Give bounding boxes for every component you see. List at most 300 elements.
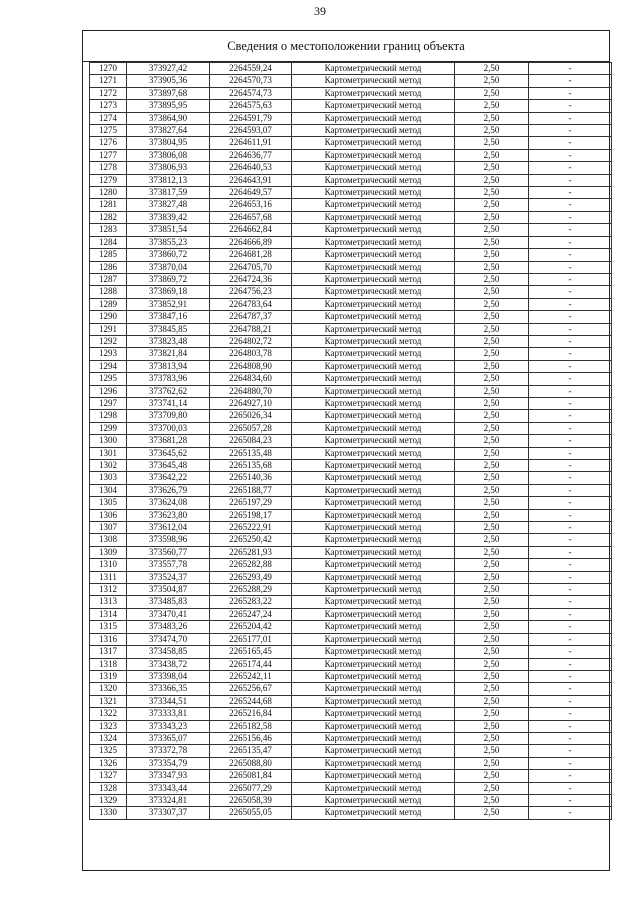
description-cell: - — [529, 484, 612, 496]
y-coordinate-cell: 2264724,36 — [210, 273, 292, 285]
point-number-cell: 1288 — [90, 286, 127, 298]
table-row — [90, 732, 612, 744]
point-number-cell: 1306 — [90, 509, 127, 521]
y-coordinate-cell: 2265135,68 — [210, 460, 292, 472]
y-coordinate-cell: 2264574,73 — [210, 87, 292, 99]
method-cell: Картометрический метод — [292, 757, 455, 769]
precision-cell: 2,50 — [455, 608, 529, 620]
y-coordinate-cell: 2264808,90 — [210, 360, 292, 372]
table-row — [90, 360, 612, 372]
point-number-cell: 1291 — [90, 323, 127, 335]
precision-cell: 2,50 — [455, 261, 529, 273]
x-coordinate-cell: 373895,95 — [127, 100, 210, 112]
table-row — [90, 608, 612, 620]
y-coordinate-cell: 2265283,22 — [210, 596, 292, 608]
y-coordinate-cell: 2265282,88 — [210, 559, 292, 571]
description-cell: - — [529, 174, 612, 186]
description-cell: - — [529, 497, 612, 509]
x-coordinate-cell: 373438,72 — [127, 658, 210, 670]
point-number-cell: 1324 — [90, 732, 127, 744]
y-coordinate-cell: 2264611,91 — [210, 137, 292, 149]
precision-cell: 2,50 — [455, 683, 529, 695]
point-number-cell: 1294 — [90, 360, 127, 372]
description-cell: - — [529, 472, 612, 484]
table-row — [90, 621, 612, 633]
method-cell: Картометрический метод — [292, 745, 455, 757]
description-cell: - — [529, 670, 612, 682]
precision-cell: 2,50 — [455, 745, 529, 757]
method-cell: Картометрический метод — [292, 149, 455, 161]
y-coordinate-cell: 2265156,46 — [210, 732, 292, 744]
x-coordinate-cell: 373700,03 — [127, 422, 210, 434]
table-row — [90, 224, 612, 236]
description-cell: - — [529, 460, 612, 472]
y-coordinate-cell: 2265216,84 — [210, 708, 292, 720]
precision-cell: 2,50 — [455, 323, 529, 335]
x-coordinate-cell: 373598,96 — [127, 534, 210, 546]
point-number-cell: 1289 — [90, 298, 127, 310]
method-cell: Картометрический метод — [292, 174, 455, 186]
y-coordinate-cell: 2265135,47 — [210, 745, 292, 757]
method-cell: Картометрический метод — [292, 509, 455, 521]
description-cell: - — [529, 199, 612, 211]
table-row — [90, 670, 612, 682]
description-cell: - — [529, 546, 612, 558]
precision-cell: 2,50 — [455, 757, 529, 769]
point-number-cell: 1287 — [90, 273, 127, 285]
description-cell: - — [529, 571, 612, 583]
point-number-cell: 1318 — [90, 658, 127, 670]
y-coordinate-cell: 2265140,36 — [210, 472, 292, 484]
table-row — [90, 261, 612, 273]
table-row — [90, 646, 612, 658]
x-coordinate-cell: 373897,68 — [127, 87, 210, 99]
description-cell: - — [529, 311, 612, 323]
method-cell: Картометрический метод — [292, 75, 455, 87]
point-number-cell: 1272 — [90, 87, 127, 99]
table-row — [90, 770, 612, 782]
table-row — [90, 422, 612, 434]
y-coordinate-cell: 2264787,37 — [210, 311, 292, 323]
table-row — [90, 546, 612, 558]
table-row — [90, 87, 612, 99]
method-cell: Картометрический метод — [292, 670, 455, 682]
y-coordinate-cell: 2265077,29 — [210, 782, 292, 794]
description-cell: - — [529, 708, 612, 720]
x-coordinate-cell: 373347,93 — [127, 770, 210, 782]
method-cell: Картометрический метод — [292, 410, 455, 422]
y-coordinate-cell: 2265242,11 — [210, 670, 292, 682]
description-cell: - — [529, 745, 612, 757]
precision-cell: 2,50 — [455, 348, 529, 360]
description-cell: - — [529, 100, 612, 112]
table-row — [90, 720, 612, 732]
y-coordinate-cell: 2265197,29 — [210, 497, 292, 509]
y-coordinate-cell: 2265247,24 — [210, 608, 292, 620]
x-coordinate-cell: 373623,80 — [127, 509, 210, 521]
y-coordinate-cell: 2264575,63 — [210, 100, 292, 112]
table-row — [90, 63, 612, 75]
x-coordinate-cell: 373624,08 — [127, 497, 210, 509]
x-coordinate-cell: 373855,23 — [127, 236, 210, 248]
x-coordinate-cell: 373343,23 — [127, 720, 210, 732]
table-row — [90, 236, 612, 248]
y-coordinate-cell: 2265182,58 — [210, 720, 292, 732]
table-row — [90, 249, 612, 261]
method-cell: Картометрический метод — [292, 571, 455, 583]
table-row — [90, 447, 612, 459]
x-coordinate-cell: 373504,87 — [127, 584, 210, 596]
point-number-cell: 1284 — [90, 236, 127, 248]
point-number-cell: 1275 — [90, 125, 127, 137]
method-cell: Картометрический метод — [292, 546, 455, 558]
method-cell: Картометрический метод — [292, 695, 455, 707]
x-coordinate-cell: 373612,04 — [127, 522, 210, 534]
y-coordinate-cell: 2264653,16 — [210, 199, 292, 211]
table-title: Сведения о местоположении границ объекта — [83, 31, 609, 62]
point-number-cell: 1279 — [90, 174, 127, 186]
y-coordinate-cell: 2264803,78 — [210, 348, 292, 360]
precision-cell: 2,50 — [455, 286, 529, 298]
description-cell: - — [529, 360, 612, 372]
method-cell: Картометрический метод — [292, 497, 455, 509]
method-cell: Картометрический метод — [292, 646, 455, 658]
coordinates-table — [89, 62, 612, 820]
point-number-cell: 1283 — [90, 224, 127, 236]
y-coordinate-cell: 2265165,45 — [210, 646, 292, 658]
method-cell: Картометрический метод — [292, 807, 455, 819]
description-cell: - — [529, 782, 612, 794]
x-coordinate-cell: 373645,62 — [127, 447, 210, 459]
method-cell: Картометрический метод — [292, 472, 455, 484]
y-coordinate-cell: 2265244,68 — [210, 695, 292, 707]
precision-cell: 2,50 — [455, 63, 529, 75]
x-coordinate-cell: 373354,79 — [127, 757, 210, 769]
point-number-cell: 1327 — [90, 770, 127, 782]
page-number: 39 — [314, 4, 326, 18]
y-coordinate-cell: 2265084,23 — [210, 435, 292, 447]
method-cell: Картометрический метод — [292, 112, 455, 124]
y-coordinate-cell: 2265058,39 — [210, 794, 292, 806]
method-cell: Картометрический метод — [292, 658, 455, 670]
table-row — [90, 162, 612, 174]
precision-cell: 2,50 — [455, 410, 529, 422]
y-coordinate-cell: 2264570,73 — [210, 75, 292, 87]
point-number-cell: 1300 — [90, 435, 127, 447]
y-coordinate-cell: 2264640,53 — [210, 162, 292, 174]
precision-cell: 2,50 — [455, 385, 529, 397]
y-coordinate-cell: 2264756,23 — [210, 286, 292, 298]
precision-cell: 2,50 — [455, 87, 529, 99]
point-number-cell: 1329 — [90, 794, 127, 806]
table-row — [90, 311, 612, 323]
table-row — [90, 75, 612, 87]
precision-cell: 2,50 — [455, 596, 529, 608]
table-row — [90, 100, 612, 112]
x-coordinate-cell: 373806,93 — [127, 162, 210, 174]
point-number-cell: 1280 — [90, 187, 127, 199]
description-cell: - — [529, 125, 612, 137]
method-cell: Картометрический метод — [292, 137, 455, 149]
method-cell: Картометрический метод — [292, 794, 455, 806]
x-coordinate-cell: 373681,28 — [127, 435, 210, 447]
description-cell: - — [529, 559, 612, 571]
precision-cell: 2,50 — [455, 149, 529, 161]
precision-cell: 2,50 — [455, 720, 529, 732]
y-coordinate-cell: 2265026,34 — [210, 410, 292, 422]
x-coordinate-cell: 373307,37 — [127, 807, 210, 819]
y-coordinate-cell: 2264927,10 — [210, 397, 292, 409]
description-cell: - — [529, 211, 612, 223]
method-cell: Картометрический метод — [292, 708, 455, 720]
precision-cell: 2,50 — [455, 658, 529, 670]
x-coordinate-cell: 373645,48 — [127, 460, 210, 472]
point-number-cell: 1298 — [90, 410, 127, 422]
x-coordinate-cell: 373847,16 — [127, 311, 210, 323]
method-cell: Картометрический метод — [292, 373, 455, 385]
description-cell: - — [529, 397, 612, 409]
point-number-cell: 1310 — [90, 559, 127, 571]
table-row — [90, 757, 612, 769]
table-row — [90, 472, 612, 484]
precision-cell: 2,50 — [455, 187, 529, 199]
precision-cell: 2,50 — [455, 509, 529, 521]
y-coordinate-cell: 2265293,49 — [210, 571, 292, 583]
method-cell: Картометрический метод — [292, 584, 455, 596]
precision-cell: 2,50 — [455, 100, 529, 112]
x-coordinate-cell: 373343,44 — [127, 782, 210, 794]
method-cell: Картометрический метод — [292, 447, 455, 459]
description-cell: - — [529, 261, 612, 273]
description-cell: - — [529, 683, 612, 695]
method-cell: Картометрический метод — [292, 360, 455, 372]
point-number-cell: 1326 — [90, 757, 127, 769]
point-number-cell: 1277 — [90, 149, 127, 161]
table-row — [90, 187, 612, 199]
x-coordinate-cell: 373821,84 — [127, 348, 210, 360]
y-coordinate-cell: 2265256,67 — [210, 683, 292, 695]
precision-cell: 2,50 — [455, 670, 529, 682]
description-cell: - — [529, 249, 612, 261]
y-coordinate-cell: 2265081,84 — [210, 770, 292, 782]
precision-cell: 2,50 — [455, 137, 529, 149]
y-coordinate-cell: 2265188,77 — [210, 484, 292, 496]
table-row — [90, 373, 612, 385]
method-cell: Картометрический метод — [292, 460, 455, 472]
x-coordinate-cell: 373458,85 — [127, 646, 210, 658]
x-coordinate-cell: 373927,42 — [127, 63, 210, 75]
method-cell: Картометрический метод — [292, 608, 455, 620]
x-coordinate-cell: 373860,72 — [127, 249, 210, 261]
method-cell: Картометрический метод — [292, 187, 455, 199]
precision-cell: 2,50 — [455, 335, 529, 347]
method-cell: Картометрический метод — [292, 633, 455, 645]
x-coordinate-cell: 373864,90 — [127, 112, 210, 124]
description-cell: - — [529, 658, 612, 670]
x-coordinate-cell: 373845,85 — [127, 323, 210, 335]
precision-cell: 2,50 — [455, 112, 529, 124]
method-cell: Картометрический метод — [292, 559, 455, 571]
table-row — [90, 658, 612, 670]
method-cell: Картометрический метод — [292, 162, 455, 174]
method-cell: Картометрический метод — [292, 348, 455, 360]
y-coordinate-cell: 2264880,70 — [210, 385, 292, 397]
x-coordinate-cell: 373827,64 — [127, 125, 210, 137]
precision-cell: 2,50 — [455, 162, 529, 174]
description-cell: - — [529, 435, 612, 447]
description-cell: - — [529, 509, 612, 521]
description-cell: - — [529, 236, 612, 248]
table-row — [90, 484, 612, 496]
precision-cell: 2,50 — [455, 472, 529, 484]
precision-cell: 2,50 — [455, 794, 529, 806]
precision-cell: 2,50 — [455, 249, 529, 261]
x-coordinate-cell: 373524,37 — [127, 571, 210, 583]
point-number-cell: 1270 — [90, 63, 127, 75]
description-cell: - — [529, 720, 612, 732]
precision-cell: 2,50 — [455, 732, 529, 744]
description-cell: - — [529, 584, 612, 596]
description-cell: - — [529, 770, 612, 782]
method-cell: Картометрический метод — [292, 224, 455, 236]
point-number-cell: 1328 — [90, 782, 127, 794]
description-cell: - — [529, 348, 612, 360]
method-cell: Картометрический метод — [292, 211, 455, 223]
point-number-cell: 1304 — [90, 484, 127, 496]
table-row — [90, 559, 612, 571]
x-coordinate-cell: 373812,13 — [127, 174, 210, 186]
description-cell: - — [529, 608, 612, 620]
method-cell: Картометрический метод — [292, 249, 455, 261]
coordinates-table-body — [90, 63, 612, 820]
description-cell: - — [529, 422, 612, 434]
y-coordinate-cell: 2264662,84 — [210, 224, 292, 236]
x-coordinate-cell: 373804,95 — [127, 137, 210, 149]
point-number-cell: 1323 — [90, 720, 127, 732]
y-coordinate-cell: 2265222,91 — [210, 522, 292, 534]
description-cell: - — [529, 646, 612, 658]
precision-cell: 2,50 — [455, 807, 529, 819]
method-cell: Картометрический метод — [292, 683, 455, 695]
method-cell: Картометрический метод — [292, 596, 455, 608]
description-cell: - — [529, 410, 612, 422]
method-cell: Картометрический метод — [292, 199, 455, 211]
description-cell: - — [529, 224, 612, 236]
method-cell: Картометрический метод — [292, 100, 455, 112]
method-cell: Картометрический метод — [292, 770, 455, 782]
table-row — [90, 633, 612, 645]
y-coordinate-cell: 2265288,29 — [210, 584, 292, 596]
x-coordinate-cell: 373333,81 — [127, 708, 210, 720]
description-cell: - — [529, 112, 612, 124]
x-coordinate-cell: 373813,94 — [127, 360, 210, 372]
x-coordinate-cell: 373851,54 — [127, 224, 210, 236]
table-row — [90, 534, 612, 546]
precision-cell: 2,50 — [455, 422, 529, 434]
x-coordinate-cell: 373372,78 — [127, 745, 210, 757]
precision-cell: 2,50 — [455, 435, 529, 447]
precision-cell: 2,50 — [455, 522, 529, 534]
table-row — [90, 807, 612, 819]
x-coordinate-cell: 373626,79 — [127, 484, 210, 496]
x-coordinate-cell: 373709,80 — [127, 410, 210, 422]
point-number-cell: 1290 — [90, 311, 127, 323]
table-row — [90, 522, 612, 534]
method-cell: Картометрический метод — [292, 484, 455, 496]
description-cell: - — [529, 385, 612, 397]
point-number-cell: 1317 — [90, 646, 127, 658]
point-number-cell: 1314 — [90, 608, 127, 620]
method-cell: Картометрический метод — [292, 621, 455, 633]
description-cell: - — [529, 273, 612, 285]
method-cell: Картометрический метод — [292, 435, 455, 447]
description-cell: - — [529, 633, 612, 645]
point-number-cell: 1273 — [90, 100, 127, 112]
x-coordinate-cell: 373869,18 — [127, 286, 210, 298]
method-cell: Картометрический метод — [292, 323, 455, 335]
table-row — [90, 460, 612, 472]
method-cell: Картометрический метод — [292, 397, 455, 409]
x-coordinate-cell: 373741,14 — [127, 397, 210, 409]
description-cell: - — [529, 298, 612, 310]
point-number-cell: 1281 — [90, 199, 127, 211]
point-number-cell: 1271 — [90, 75, 127, 87]
x-coordinate-cell: 373839,42 — [127, 211, 210, 223]
x-coordinate-cell: 373365,07 — [127, 732, 210, 744]
x-coordinate-cell: 373557,78 — [127, 559, 210, 571]
description-cell: - — [529, 149, 612, 161]
description-cell: - — [529, 522, 612, 534]
x-coordinate-cell: 373852,91 — [127, 298, 210, 310]
method-cell: Картометрический метод — [292, 125, 455, 137]
point-number-cell: 1330 — [90, 807, 127, 819]
point-number-cell: 1297 — [90, 397, 127, 409]
precision-cell: 2,50 — [455, 621, 529, 633]
point-number-cell: 1274 — [90, 112, 127, 124]
description-cell: - — [529, 137, 612, 149]
x-coordinate-cell: 373485,83 — [127, 596, 210, 608]
precision-cell: 2,50 — [455, 571, 529, 583]
point-number-cell: 1278 — [90, 162, 127, 174]
y-coordinate-cell: 2264559,24 — [210, 63, 292, 75]
x-coordinate-cell: 373827,48 — [127, 199, 210, 211]
method-cell: Картометрический метод — [292, 534, 455, 546]
table-row — [90, 708, 612, 720]
description-cell: - — [529, 87, 612, 99]
point-number-cell: 1299 — [90, 422, 127, 434]
table-row — [90, 584, 612, 596]
y-coordinate-cell: 2265135,48 — [210, 447, 292, 459]
precision-cell: 2,50 — [455, 633, 529, 645]
point-number-cell: 1286 — [90, 261, 127, 273]
table-row — [90, 125, 612, 137]
point-number-cell: 1309 — [90, 546, 127, 558]
point-number-cell: 1320 — [90, 683, 127, 695]
precision-cell: 2,50 — [455, 646, 529, 658]
table-row — [90, 782, 612, 794]
table-row — [90, 571, 612, 583]
description-cell: - — [529, 596, 612, 608]
y-coordinate-cell: 2264643,91 — [210, 174, 292, 186]
method-cell: Картометрический метод — [292, 782, 455, 794]
method-cell: Картометрический метод — [292, 732, 455, 744]
precision-cell: 2,50 — [455, 373, 529, 385]
document-frame — [82, 30, 610, 871]
precision-cell: 2,50 — [455, 546, 529, 558]
y-coordinate-cell: 2264705,70 — [210, 261, 292, 273]
y-coordinate-cell: 2265174,44 — [210, 658, 292, 670]
y-coordinate-cell: 2264788,21 — [210, 323, 292, 335]
